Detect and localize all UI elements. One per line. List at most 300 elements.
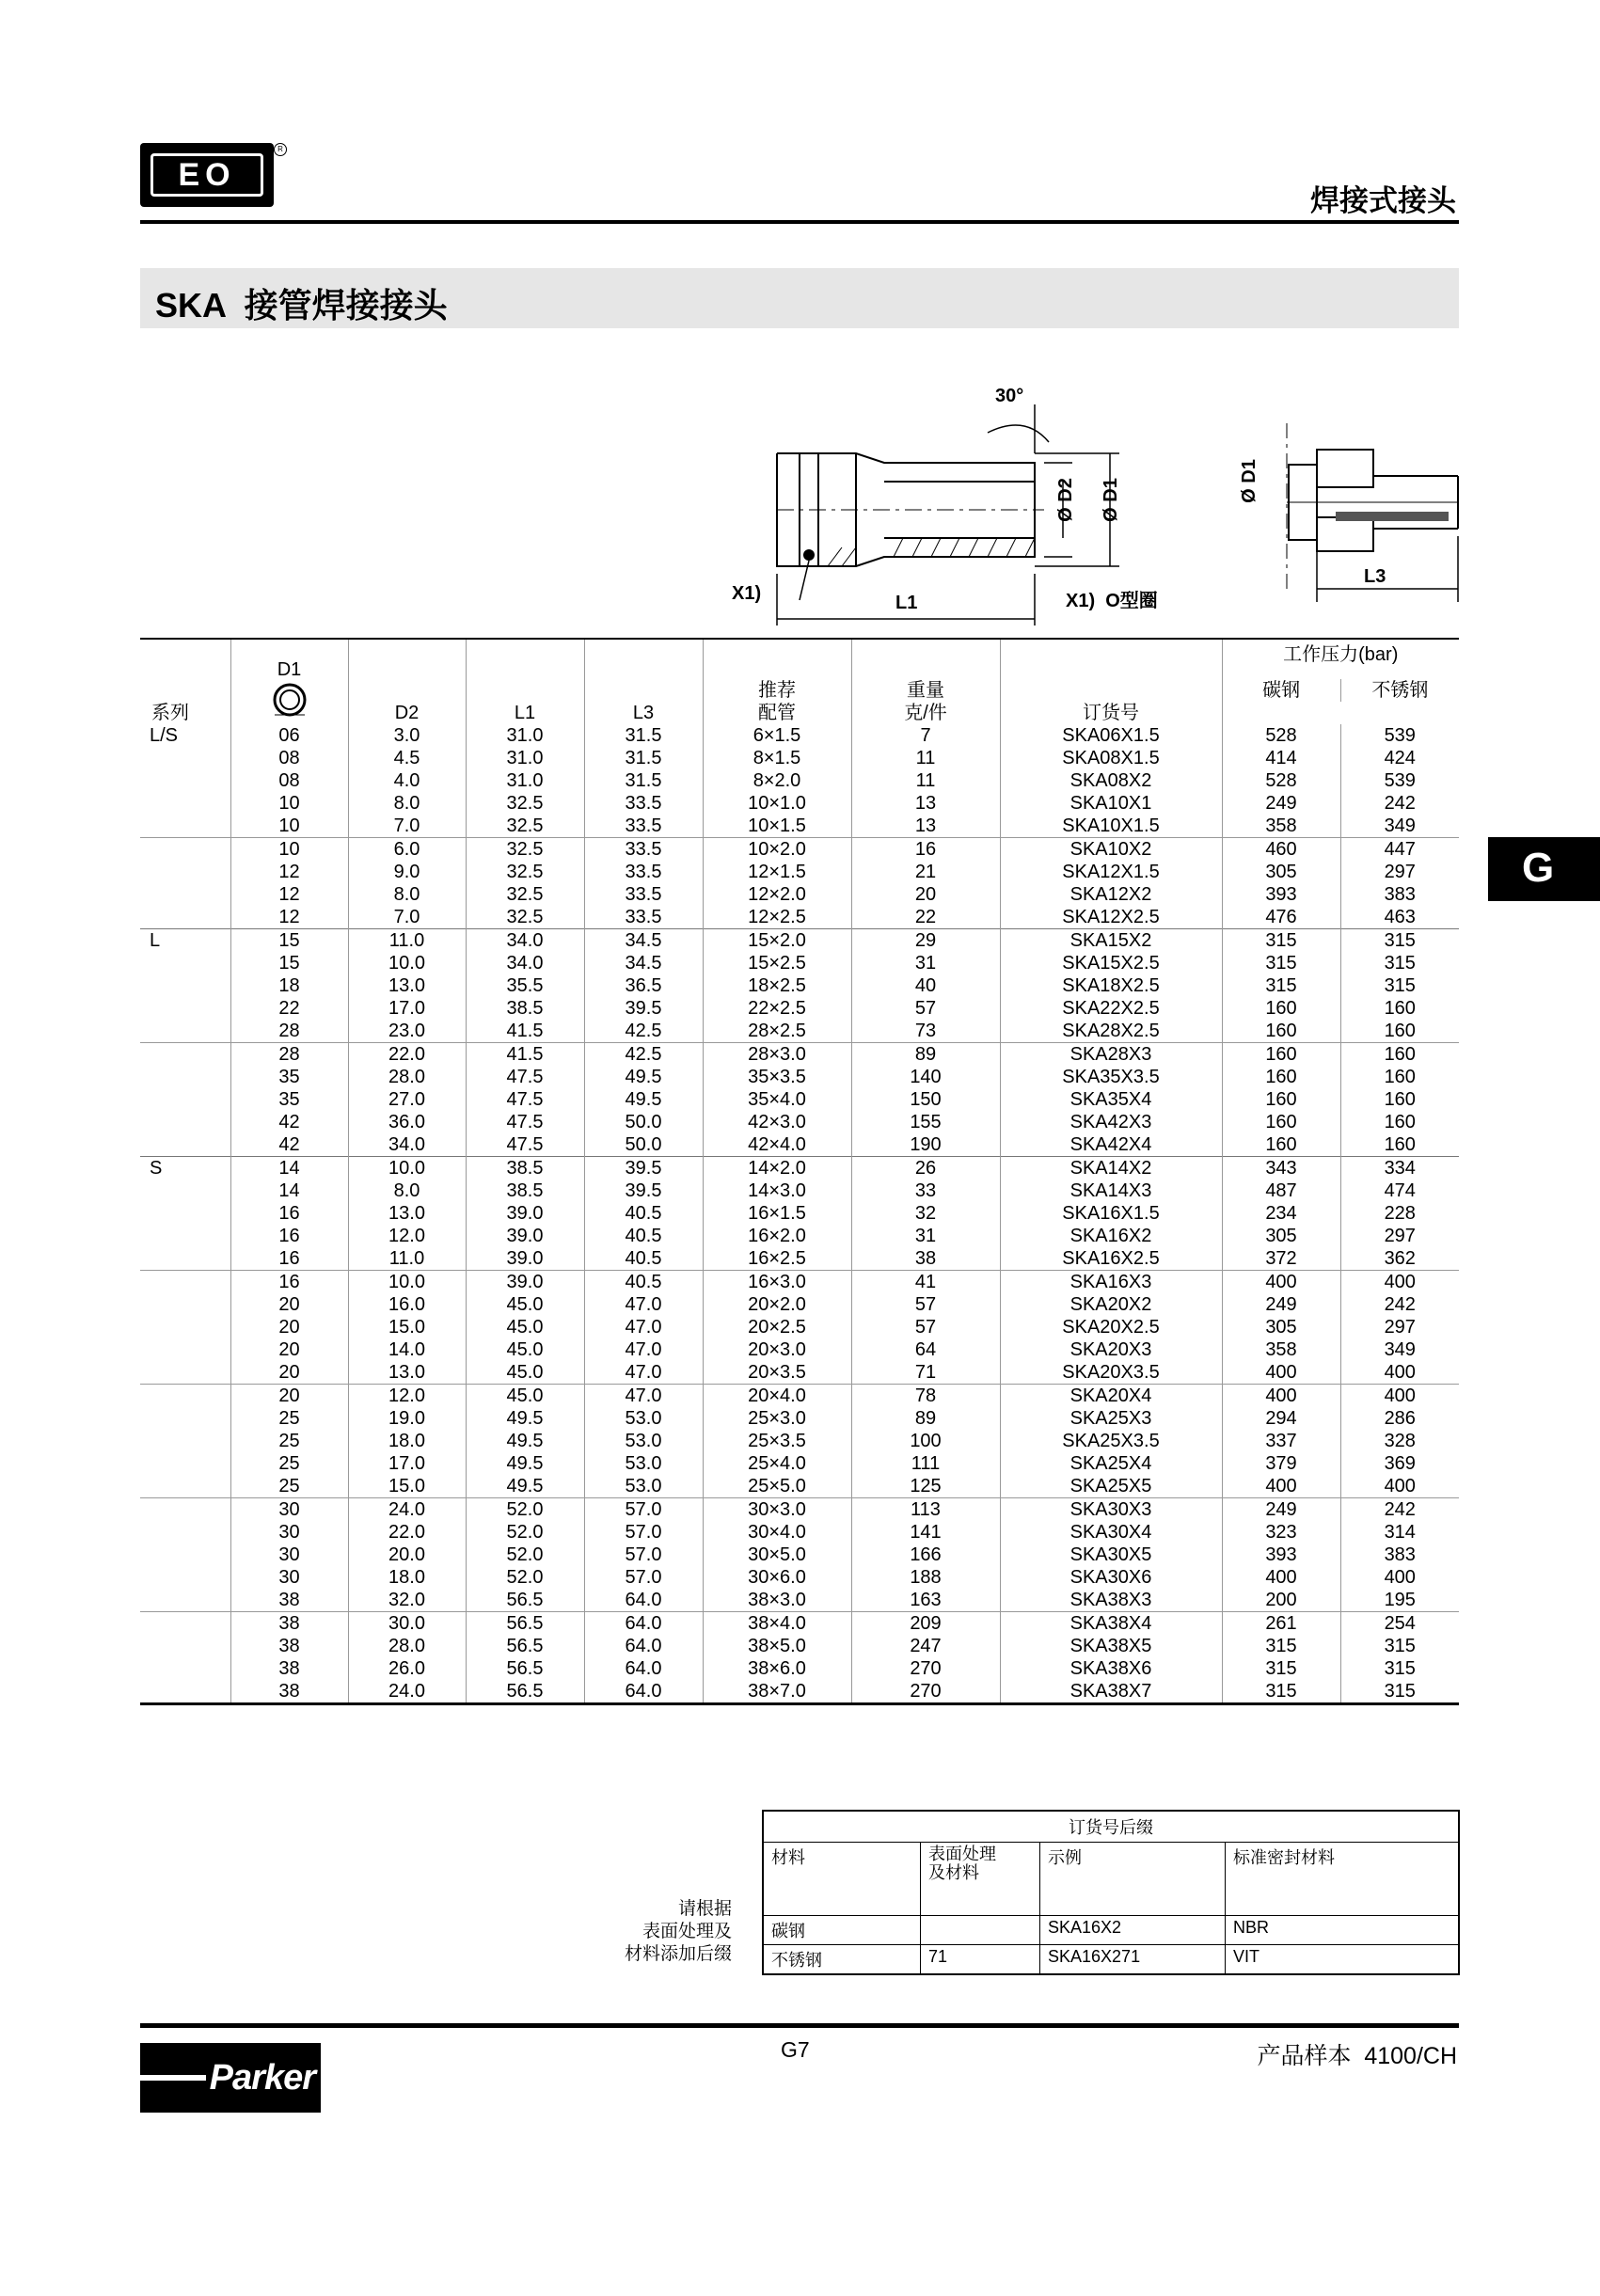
table-cell: 242 (1340, 792, 1459, 815)
table-row (140, 1088, 1459, 1111)
table-cell: 34.5 (584, 952, 703, 974)
table-cell: SKA30X6 (1000, 1566, 1222, 1589)
series-cell (140, 1338, 230, 1361)
table-cell: 27.0 (348, 1088, 466, 1111)
table-cell: 25 (230, 1475, 348, 1498)
table-cell: SKA30X3 (1000, 1498, 1222, 1522)
table-cell: 315 (1222, 974, 1340, 997)
table-cell: 315 (1340, 1657, 1459, 1680)
table-cell: 20 (230, 1316, 348, 1338)
table-cell: 315 (1340, 952, 1459, 974)
table-cell: 249 (1222, 792, 1340, 815)
table-row (140, 1225, 1459, 1247)
table-cell: 160 (1222, 997, 1340, 1020)
table-cell: 38 (230, 1612, 348, 1636)
table-cell: 20×3.5 (703, 1361, 851, 1385)
table-row (140, 1293, 1459, 1316)
suffix-cell (921, 1916, 1040, 1945)
angle-label: 30° (995, 386, 1024, 406)
table-cell: 42×4.0 (703, 1133, 851, 1157)
table-cell: SKA30X5 (1000, 1544, 1222, 1566)
series-cell (140, 1111, 230, 1133)
header-order: 订货号 (1000, 639, 1222, 724)
table-cell: 125 (851, 1475, 1000, 1498)
table-row (140, 769, 1459, 792)
table-row (140, 1475, 1459, 1498)
table-cell: 8.0 (348, 1180, 466, 1202)
table-cell: 10×1.5 (703, 815, 851, 838)
table-cell: 20×3.0 (703, 1338, 851, 1361)
table-cell: 261 (1222, 1612, 1340, 1636)
table-row (140, 1612, 1459, 1636)
table-cell: 31.0 (466, 747, 584, 769)
table-cell: 383 (1340, 883, 1459, 906)
table-cell: 32.5 (466, 861, 584, 883)
section-tab-label: G (1522, 845, 1555, 891)
table-cell: 400 (1340, 1361, 1459, 1385)
table-cell: 400 (1222, 1271, 1340, 1294)
table-cell: 294 (1222, 1407, 1340, 1430)
table-cell: 7.0 (348, 906, 466, 929)
table-cell: 539 (1340, 724, 1459, 747)
table-cell: 315 (1222, 1680, 1340, 1704)
table-cell: 414 (1222, 747, 1340, 769)
series-cell (140, 792, 230, 815)
table-cell: 247 (851, 1635, 1000, 1657)
table-cell: 400 (1222, 1566, 1340, 1589)
table-cell: 11.0 (348, 929, 466, 953)
table-cell: 08 (230, 747, 348, 769)
table-cell: 22.0 (348, 1043, 466, 1067)
table-cell: 49.5 (584, 1088, 703, 1111)
table-cell: 315 (1222, 929, 1340, 953)
header-pressure-label: 工作压力(bar) (1283, 644, 1399, 665)
series-cell (140, 1066, 230, 1088)
table-cell: SKA25X5 (1000, 1475, 1222, 1498)
table-row (140, 861, 1459, 883)
table-cell: 349 (1340, 1338, 1459, 1361)
table-cell: 160 (1340, 1043, 1459, 1067)
table-cell: SKA20X4 (1000, 1385, 1222, 1408)
table-cell: 25×3.5 (703, 1430, 851, 1452)
table-cell: 463 (1340, 906, 1459, 929)
table-row (140, 1271, 1459, 1294)
table-cell: 35×3.5 (703, 1066, 851, 1088)
table-cell: 369 (1340, 1452, 1459, 1475)
table-cell: 141 (851, 1521, 1000, 1544)
table-cell: 47.0 (584, 1293, 703, 1316)
series-cell (140, 952, 230, 974)
table-cell: 49.5 (466, 1452, 584, 1475)
table-cell: 34.0 (466, 952, 584, 974)
table-row (140, 838, 1459, 862)
table-cell: 12×2.5 (703, 906, 851, 929)
table-cell: 16×2.0 (703, 1225, 851, 1247)
table-cell: 38×7.0 (703, 1680, 851, 1704)
header-pipe: 推荐 配管 (703, 639, 851, 724)
table-cell: SKA12X2 (1000, 883, 1222, 906)
table-cell: 13 (851, 792, 1000, 815)
table-cell: 38×6.0 (703, 1657, 851, 1680)
table-cell: 111 (851, 1452, 1000, 1475)
table-cell: 45.0 (466, 1293, 584, 1316)
table-cell: 38 (230, 1635, 348, 1657)
series-cell (140, 1385, 230, 1408)
series-cell (140, 1566, 230, 1589)
suffix-cell: 71 (921, 1945, 1040, 1975)
series-cell (140, 1225, 230, 1247)
table-cell: SKA20X3.5 (1000, 1361, 1222, 1385)
table-cell: SKA35X3.5 (1000, 1066, 1222, 1088)
table-cell: 160 (1222, 1020, 1340, 1043)
table-cell: 08 (230, 769, 348, 792)
x1-note: X1) O型圈 (1066, 591, 1158, 611)
table-cell: 13.0 (348, 974, 466, 997)
table-cell: 286 (1340, 1407, 1459, 1430)
table-cell: 314 (1340, 1521, 1459, 1544)
table-row (140, 1566, 1459, 1589)
series-cell (140, 1180, 230, 1202)
table-cell: 33 (851, 1180, 1000, 1202)
table-row (140, 1657, 1459, 1680)
table-row (140, 952, 1459, 974)
table-cell: 16.0 (348, 1293, 466, 1316)
table-cell: 379 (1222, 1452, 1340, 1475)
header-carbon: 碳钢 (1262, 680, 1301, 701)
suffix-header-example: 示例 (1040, 1843, 1226, 1916)
table-cell: 57.0 (584, 1544, 703, 1566)
table-cell: 32.5 (466, 792, 584, 815)
table-cell: 45.0 (466, 1338, 584, 1361)
table-cell: 34.5 (584, 929, 703, 953)
table-cell: 160 (1340, 1020, 1459, 1043)
table-cell: 11 (851, 769, 1000, 792)
table-row (140, 929, 1459, 953)
table-cell: 113 (851, 1498, 1000, 1522)
table-cell: 39.5 (584, 1180, 703, 1202)
table-cell: 53.0 (584, 1475, 703, 1498)
table-cell: 31.5 (584, 747, 703, 769)
table-cell: 14.0 (348, 1338, 466, 1361)
table-cell: 16×3.0 (703, 1271, 851, 1294)
table-cell: 40.5 (584, 1202, 703, 1225)
table-row (140, 792, 1459, 815)
table-cell: 31 (851, 952, 1000, 974)
table-cell: 22 (230, 997, 348, 1020)
series-cell (140, 1088, 230, 1111)
table-cell: 18×2.5 (703, 974, 851, 997)
table-cell: 30 (230, 1566, 348, 1589)
table-cell: 39.5 (584, 997, 703, 1020)
table-cell: 10×1.0 (703, 792, 851, 815)
table-cell: 38×5.0 (703, 1635, 851, 1657)
series-cell (140, 1316, 230, 1338)
table-cell: 305 (1222, 861, 1340, 883)
eo-logo (140, 143, 283, 207)
table-row (140, 1680, 1459, 1704)
table-row (140, 815, 1459, 838)
table-cell: 30 (230, 1544, 348, 1566)
series-cell (140, 769, 230, 792)
header-weight: 重量 克/件 (851, 639, 1000, 724)
l1-label: L1 (895, 593, 918, 613)
table-cell: SKA14X3 (1000, 1180, 1222, 1202)
table-cell: 7 (851, 724, 1000, 747)
table-row (140, 1430, 1459, 1452)
table-cell: 209 (851, 1612, 1000, 1636)
series-cell (140, 1020, 230, 1043)
series-cell (140, 1361, 230, 1385)
table-cell: 32.5 (466, 906, 584, 929)
table-cell: 150 (851, 1088, 1000, 1111)
table-cell: 64.0 (584, 1635, 703, 1657)
table-cell: 73 (851, 1020, 1000, 1043)
table-cell: 28.0 (348, 1066, 466, 1088)
table-cell: 4.0 (348, 769, 466, 792)
header-d1 (230, 639, 348, 724)
table-cell: 249 (1222, 1293, 1340, 1316)
series-cell (140, 1544, 230, 1566)
table-cell: 56.5 (466, 1680, 584, 1704)
table-cell: 358 (1222, 815, 1340, 838)
table-cell: 10.0 (348, 952, 466, 974)
table-cell: 393 (1222, 883, 1340, 906)
table-cell: SKA08X1.5 (1000, 747, 1222, 769)
table-row (140, 1407, 1459, 1430)
section-title: SKA 接管焊接接头 (155, 286, 448, 325)
table-cell: 12×2.0 (703, 883, 851, 906)
table-cell: 100 (851, 1430, 1000, 1452)
table-cell: 476 (1222, 906, 1340, 929)
table-cell: 160 (1340, 1111, 1459, 1133)
eo-logo-text: EO (150, 153, 263, 197)
table-row (140, 1111, 1459, 1133)
table-cell: 11 (851, 747, 1000, 769)
table-cell: 49.5 (466, 1475, 584, 1498)
table-cell: 4.5 (348, 747, 466, 769)
table-cell: 49.5 (466, 1407, 584, 1430)
table-cell: SKA10X1 (1000, 792, 1222, 815)
table-cell: 6.0 (348, 838, 466, 862)
table-cell: 16 (230, 1271, 348, 1294)
table-cell: 38.5 (466, 997, 584, 1020)
table-cell: 254 (1340, 1612, 1459, 1636)
table-row (140, 1157, 1459, 1180)
table-cell: 32 (851, 1202, 1000, 1225)
assembly-d1-label: Ø D1 (1238, 459, 1259, 503)
table-cell: 16×1.5 (703, 1202, 851, 1225)
table-cell: 200 (1222, 1589, 1340, 1612)
table-cell: 30×6.0 (703, 1566, 851, 1589)
series-cell (140, 1521, 230, 1544)
table-cell: 15×2.5 (703, 952, 851, 974)
table-cell: 190 (851, 1133, 1000, 1157)
table-row (140, 1020, 1459, 1043)
o-ring-icon (803, 549, 815, 561)
table-row (140, 1544, 1459, 1566)
table-cell: SKA38X5 (1000, 1635, 1222, 1657)
header-l1: L1 (466, 639, 584, 724)
series-cell: L (140, 929, 230, 953)
table-cell: 47.0 (584, 1385, 703, 1408)
table-cell: 400 (1340, 1385, 1459, 1408)
table-cell: 10 (230, 815, 348, 838)
table-cell: 343 (1222, 1157, 1340, 1180)
table-cell: 297 (1340, 1225, 1459, 1247)
table-cell: 315 (1340, 1635, 1459, 1657)
footer-rule (140, 2023, 1459, 2028)
header-d2: D2 (348, 639, 466, 724)
suffix-cell: VIT (1226, 1945, 1460, 1975)
table-cell: SKA20X2 (1000, 1293, 1222, 1316)
table-cell: 424 (1340, 747, 1459, 769)
table-cell: 24.0 (348, 1680, 466, 1704)
table-cell: 460 (1222, 838, 1340, 862)
suffix-cell: SKA16X271 (1040, 1945, 1226, 1975)
table-cell: 270 (851, 1680, 1000, 1704)
table-cell: 305 (1222, 1225, 1340, 1247)
table-cell: 22 (851, 906, 1000, 929)
table-cell: 35 (230, 1088, 348, 1111)
table-cell: SKA42X3 (1000, 1111, 1222, 1133)
table-cell: 78 (851, 1385, 1000, 1408)
table-cell: SKA15X2 (1000, 929, 1222, 953)
table-cell: 16 (851, 838, 1000, 862)
table-row (140, 724, 1459, 747)
table-cell: 447 (1340, 838, 1459, 862)
table-cell: 10×2.0 (703, 838, 851, 862)
suffix-cell: 碳钢 (763, 1916, 921, 1945)
header-title: 焊接式接头 (1310, 184, 1456, 217)
series-cell (140, 1407, 230, 1430)
table-cell: 52.0 (466, 1498, 584, 1522)
section-tab-g[interactable] (1488, 837, 1600, 901)
table-cell: 12 (230, 906, 348, 929)
table-cell: 16 (230, 1247, 348, 1271)
table-cell: 38 (230, 1589, 348, 1612)
series-cell (140, 1293, 230, 1316)
table-cell: SKA28X2.5 (1000, 1020, 1222, 1043)
table-cell: 25 (230, 1407, 348, 1430)
table-cell: 400 (1340, 1271, 1459, 1294)
table-cell: 56.5 (466, 1612, 584, 1636)
catalog-number: 产品样本 4100/CH (1257, 2043, 1457, 2069)
table-cell: 249 (1222, 1498, 1340, 1522)
table-cell: 30×5.0 (703, 1544, 851, 1566)
table-cell: 20.0 (348, 1544, 466, 1566)
table-cell: 47.5 (466, 1066, 584, 1088)
table-cell: 42.5 (584, 1043, 703, 1067)
table-cell: SKA28X3 (1000, 1043, 1222, 1067)
table-cell: 45.0 (466, 1385, 584, 1408)
table-cell: 45.0 (466, 1316, 584, 1338)
table-cell: 393 (1222, 1544, 1340, 1566)
table-cell: 41.5 (466, 1043, 584, 1067)
table-row (140, 1361, 1459, 1385)
table-cell: 30×3.0 (703, 1498, 851, 1522)
table-cell: SKA10X2 (1000, 838, 1222, 862)
table-cell: 35.5 (466, 974, 584, 997)
table-cell: 64.0 (584, 1680, 703, 1704)
x1-label: X1) (732, 583, 762, 604)
table-cell: SKA35X4 (1000, 1088, 1222, 1111)
table-cell: SKA06X1.5 (1000, 724, 1222, 747)
table-cell: 38×4.0 (703, 1612, 851, 1636)
table-cell: 15 (230, 952, 348, 974)
table-cell: 38 (230, 1657, 348, 1680)
table-cell: 15.0 (348, 1475, 466, 1498)
table-cell: 28×2.5 (703, 1020, 851, 1043)
table-cell: 8.0 (348, 792, 466, 815)
table-cell: 25×5.0 (703, 1475, 851, 1498)
table-cell: 53.0 (584, 1407, 703, 1430)
table-cell: 32.5 (466, 883, 584, 906)
table-cell: 36.5 (584, 974, 703, 997)
table-cell: 12.0 (348, 1385, 466, 1408)
table-cell: 14×3.0 (703, 1180, 851, 1202)
table-cell: 35×4.0 (703, 1088, 851, 1111)
table-cell: 64.0 (584, 1589, 703, 1612)
series-cell (140, 815, 230, 838)
table-cell: 10 (230, 792, 348, 815)
series-cell (140, 906, 230, 929)
series-cell (140, 861, 230, 883)
table-cell: 160 (1222, 1066, 1340, 1088)
table-cell: 234 (1222, 1202, 1340, 1225)
table-cell: 31.0 (466, 769, 584, 792)
table-row (140, 1635, 1459, 1657)
table-cell: 15 (230, 929, 348, 953)
table-cell: 39.0 (466, 1225, 584, 1247)
series-cell (140, 974, 230, 997)
series-cell (140, 1133, 230, 1157)
header-d1-label: D1 (277, 659, 302, 680)
table-cell: 166 (851, 1544, 1000, 1566)
series-cell (140, 747, 230, 769)
table-cell: 33.5 (584, 792, 703, 815)
l3-label: L3 (1364, 566, 1386, 587)
tube-section-icon (271, 681, 309, 719)
table-cell: 10.0 (348, 1271, 466, 1294)
table-cell: 6×1.5 (703, 724, 851, 747)
table-cell: 47.0 (584, 1338, 703, 1361)
suffix-table (762, 1810, 1460, 1975)
assembly-drawing (1223, 414, 1467, 602)
table-cell: 30×4.0 (703, 1521, 851, 1544)
table-row (140, 1133, 1459, 1157)
table-cell: 18 (230, 974, 348, 997)
table-cell: 195 (1340, 1589, 1459, 1612)
table-cell: SKA42X4 (1000, 1133, 1222, 1157)
table-cell: 32.0 (348, 1589, 466, 1612)
table-row (140, 1202, 1459, 1225)
table-row (140, 1043, 1459, 1067)
table-cell: 52.0 (466, 1544, 584, 1566)
table-cell: 64 (851, 1338, 1000, 1361)
table-cell: 315 (1340, 929, 1459, 953)
table-cell: 47.0 (584, 1316, 703, 1338)
table-cell: 18.0 (348, 1566, 466, 1589)
table-cell: 297 (1340, 861, 1459, 883)
table-cell: 47.5 (466, 1111, 584, 1133)
table-cell: 315 (1340, 974, 1459, 997)
series-cell (140, 1452, 230, 1475)
table-cell: 9.0 (348, 861, 466, 883)
table-cell: 18.0 (348, 1430, 466, 1452)
table-cell: 89 (851, 1043, 1000, 1067)
table-cell: 13.0 (348, 1202, 466, 1225)
d2-label: Ø D2 (1054, 478, 1076, 522)
